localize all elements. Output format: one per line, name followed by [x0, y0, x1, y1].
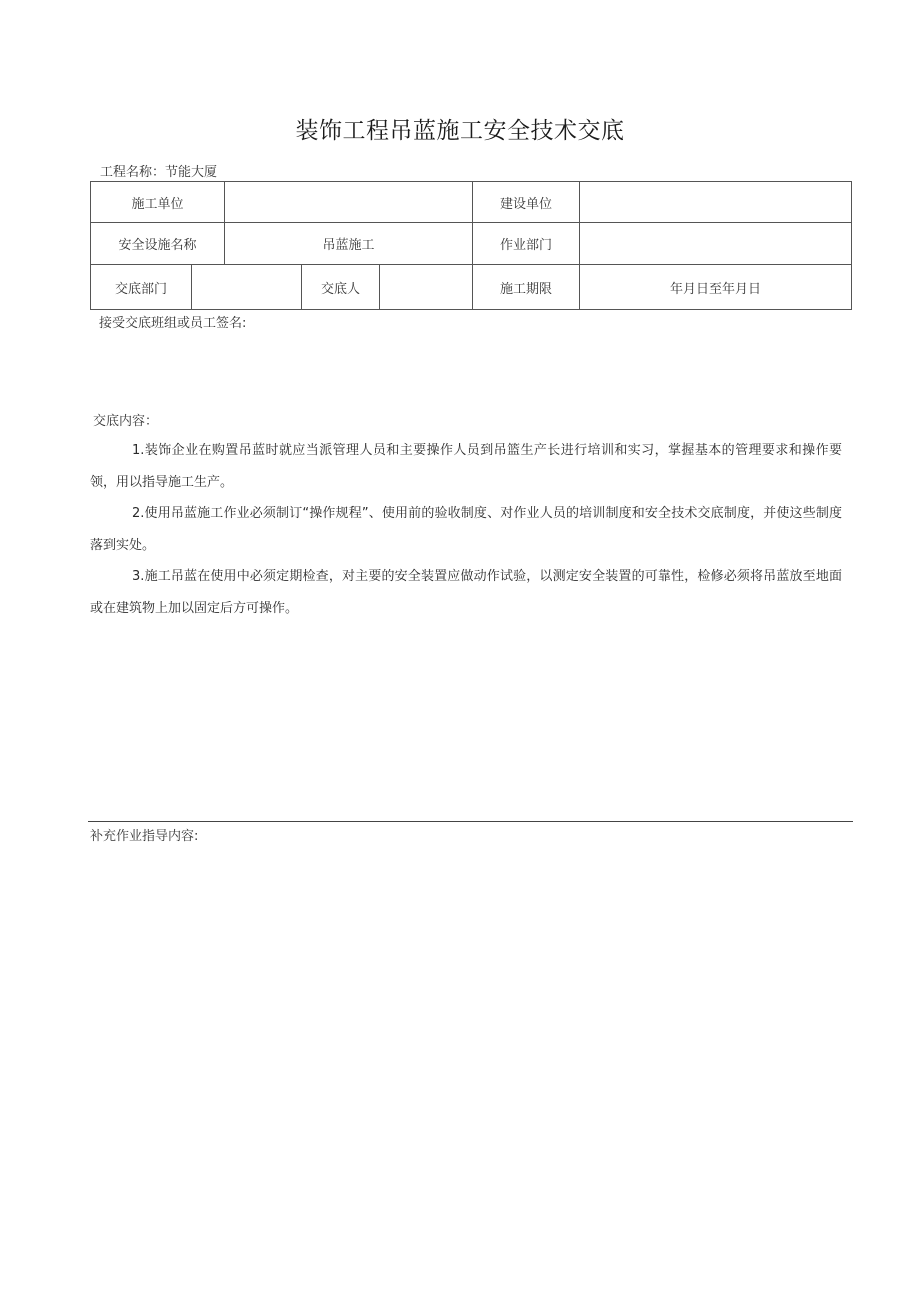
- table-row: [91, 182, 852, 223]
- handover-department-label: 交底部门: [91, 265, 192, 310]
- content-body: [90, 435, 842, 624]
- builder-unit-value: [580, 182, 852, 223]
- document-title: 装饰工程吊蓝施工安全技术交底: [295, 118, 625, 144]
- project-name: 工程名称：节能大厦: [100, 165, 218, 180]
- construction-unit-label: 施工单位: [91, 182, 225, 223]
- table-row: [91, 223, 852, 265]
- table-row: [91, 265, 852, 310]
- section-divider: [88, 821, 853, 822]
- facility-name-value: 吊蓝施工: [225, 223, 473, 265]
- handover-person-value: [380, 265, 473, 310]
- builder-unit-label: 建设单位: [473, 182, 580, 223]
- facility-name-label: 安全设施名称: [91, 223, 225, 265]
- signature-line: 接受交底班组或员工签名:: [99, 316, 247, 331]
- construction-unit-value: [225, 182, 473, 223]
- content-heading: 交底内容：: [93, 414, 159, 429]
- construction-period-label: 施工期限: [473, 265, 580, 310]
- content-item: 2.使用吊蓝施工作业必须制订“操作规程”、使用前的验收制度、对作业人员的培训制度和安全技术交底制度，并使这些制度落到实处。: [90, 506, 842, 553]
- content-item: 3.施工吊蓝在使用中必须定期检查，对主要的安全装置应做动作试验，以测定安全装置的可靠性，检修必须将吊蓝放至地面或在建筑物上加以固定后方可操作。: [90, 569, 842, 616]
- info-table: [90, 181, 852, 310]
- work-department-value: [580, 223, 852, 265]
- supplement-heading: 补充作业指导内容:: [90, 829, 199, 844]
- handover-person-label: 交底人: [302, 265, 380, 310]
- work-department-label: 作业部门: [473, 223, 580, 265]
- handover-department-value: [192, 265, 302, 310]
- content-item: 1.装饰企业在购置吊蓝时就应当派管理人员和主要操作人员到吊篮生产长进行培训和实习，掌握基本的管理要求和操作要领，用以指导施工生产。: [90, 443, 842, 490]
- construction-period-value: 年月日至年月日: [580, 265, 852, 310]
